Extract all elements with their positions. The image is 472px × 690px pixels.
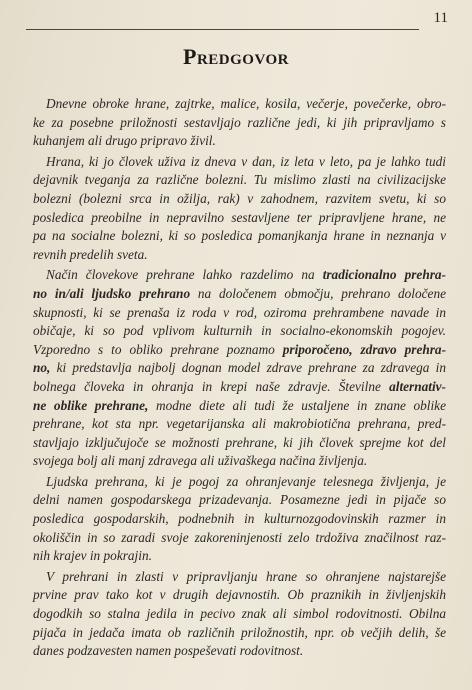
text-line: delni namen gospodarskega prizadevanja. Posamezne jedi in pijače so	[33, 492, 446, 508]
text-line: dogodkih so stalna jedila in pecivo znak ali simbol rodovitnosti. Obilna	[33, 606, 446, 622]
text-line: okoliščin in so zaradi svoje zakoreninjenosti zelo trdoživa značilnost raz-	[33, 529, 446, 545]
text-line: Hrana, ki jo človek uživa iz dneva v dan, iz leta v leto, pa je lahko tudi	[46, 153, 446, 169]
body-text	[33, 95, 446, 663]
text-line: danes podzavesten namen pospeševati rodovitnost.	[33, 643, 304, 659]
text-line: V prehrani in zlasti v pripravljanju hrane so ohranjene najstarejše	[46, 568, 446, 584]
text-line: svojega bolj ali manj zdravega ali uživaškega načina življenja.	[33, 453, 368, 469]
text-line: Dnevne obroke hrane, zajtrke, malice, kosila, večerje, povečerke, obro-	[46, 96, 446, 111]
text-line: stavljajo izključujoče se možnosti prehrane, ki jih človek sprejme kot del	[33, 434, 446, 450]
text-line: prvine prav tako kot v drugih dejavnostih. Ob praznikih in življenjskih	[33, 587, 446, 603]
text-line: ne oblike prehrane, modne diete ali tudi že ustaljene in znane oblike	[33, 397, 446, 413]
paragraph	[33, 95, 446, 151]
text-line: kuhanjem ali drugo pripravo živil.	[33, 133, 216, 149]
paragraph	[33, 266, 446, 471]
paragraph	[33, 473, 446, 566]
header-rule	[26, 29, 419, 30]
text-line: Način človekove prehrane lahko razdelimo na tradicionalno prehra-	[46, 267, 446, 283]
text-line: revnih predelih sveta.	[33, 246, 148, 262]
text-line: pijača in jedača imata ob različnih priložnostih, npr. ob večjih delih, še	[33, 624, 446, 640]
text-line: prehrane, kot sta npr. vegetarijanska ali makrobiotična prehrana, pred-	[33, 416, 446, 432]
text-line: skupnosti, ki se prenaša iz roda v rod, oziroma prehrambene navade in	[33, 304, 446, 320]
text-line: posledica gospodarskih, podnebnih in kulturnozgodovinskih razmer in	[33, 511, 446, 527]
text-line: Vzporedno s to obliko prehrane poznamo priporočeno, zdravo prehra-	[33, 341, 446, 357]
text-line: dejavnik tveganja za različne bolezni. Tu mislimo zlasti na civilizacijske	[33, 172, 446, 188]
text-line: posledica preobilne in nepravilno sestavljene ter pripravljene hrane, ne	[33, 209, 446, 225]
paragraph	[33, 568, 446, 661]
text-line: pa na socialne bolezni, ki so posledica pomanjkanja hrane in neznanja v	[33, 228, 446, 244]
chapter-title: Predgovor	[183, 44, 289, 69]
text-line: Ljudska prehrana, ki je pogoj za ohranjevanje telesnega življenja, je	[46, 473, 446, 489]
text-line: no, ki predstavlja najbolj dognan model zdrave prehrane za zdravega in	[33, 360, 446, 376]
page-number: 11	[433, 10, 448, 26]
text-line: ke za posebne priložnosti sestavljajo različne jedi, ki jih pripravljamo s	[33, 114, 446, 130]
text-line: bolezni (bolezni srca in ožilja, rak) v zahodnem, razvitem svetu, ki so	[33, 190, 446, 206]
text-line: no in/ali ljudsko prehrano na določenem območju, prehrano določene	[33, 285, 446, 301]
paragraph	[33, 153, 446, 265]
text-line: bolnega človeka in ohranja in krepi naše zdravje. Številne alternativ-	[33, 378, 446, 394]
text-line: nih krajev in pokrajin.	[33, 548, 152, 564]
text-line: običaje, ki so pod vplivom kulturnih in socialno-ekonomskih pogojev.	[33, 323, 446, 339]
